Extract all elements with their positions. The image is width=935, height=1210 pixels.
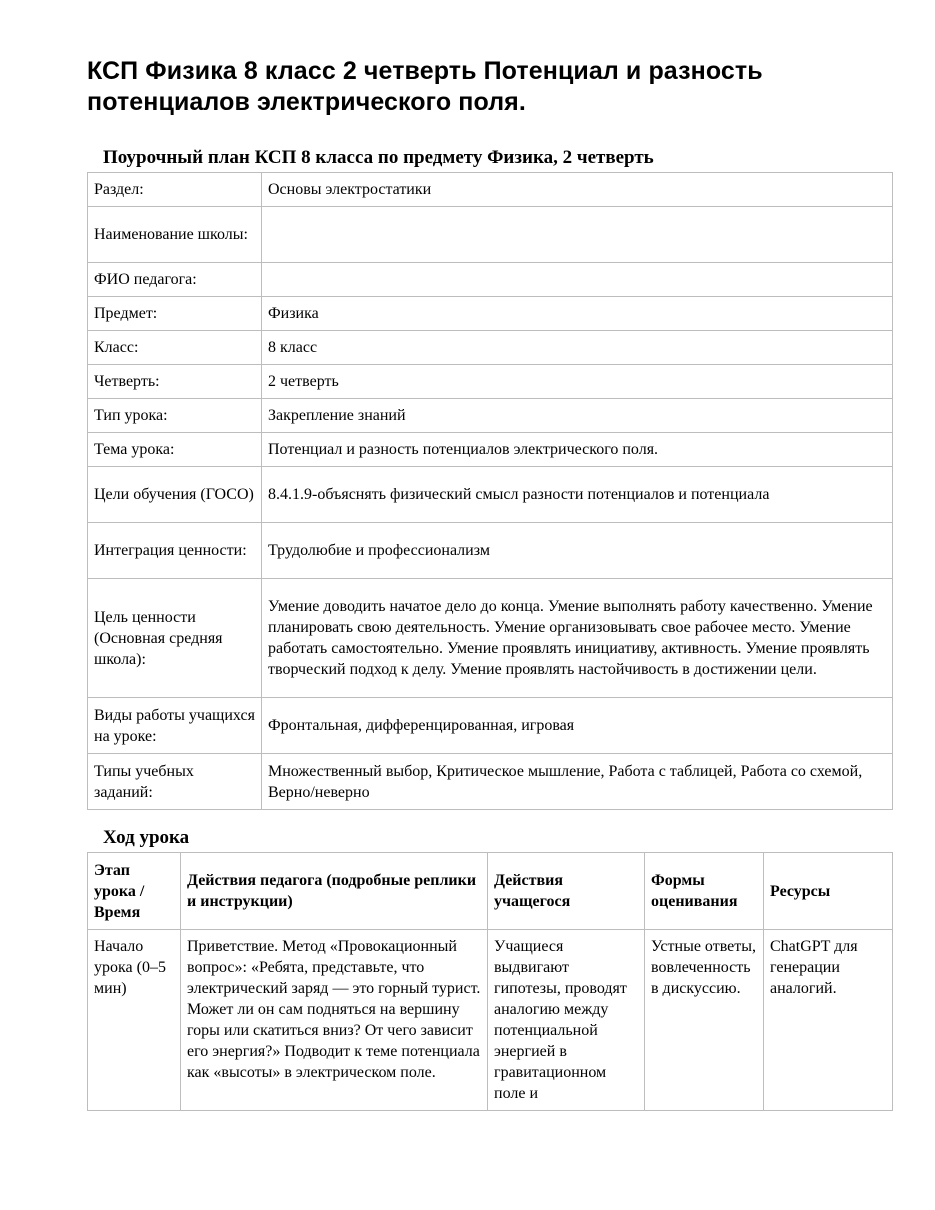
info-value: 2 четверть [262,365,893,399]
info-value: 8 класс [262,331,893,365]
info-label: Раздел: [88,173,262,207]
info-row-value-goal [88,579,893,698]
info-label: Цели обучения (ГОСО) [88,467,262,523]
header-resources: Ресурсы [764,853,893,930]
flow-heading: Ход урока [103,827,190,848]
cell-stage: Начало урока (0–5 мин) [88,930,181,1111]
info-label: Интеграция ценности: [88,523,262,579]
info-value: Фронтальная, дифференцированная, игровая [262,698,893,754]
info-label: Типы учебных заданий: [88,754,262,810]
info-row-topic [88,433,893,467]
info-value: Основы электростатики [262,173,893,207]
info-row-work-types [88,698,893,754]
info-value [262,263,893,297]
info-label: Цель ценности (Основная средняя школа): [88,579,262,698]
info-value: 8.4.1.9-объяснять физический смысл разности потенциалов и потенциала [262,467,893,523]
lesson-flow-table [87,852,893,1111]
info-value: Закрепление знаний [262,399,893,433]
info-label: Тема урока: [88,433,262,467]
info-label: Четверть: [88,365,262,399]
header-teacher-actions: Действия педагога (подробные реплики и инструкции) [181,853,488,930]
flow-header-row [88,853,893,930]
header-stage: Этап урока / Время [88,853,181,930]
info-label: Класс: [88,331,262,365]
page-title: КСП Физика 8 класс 2 четверть Потенциал и разность потенциалов электрического поля. [87,57,763,116]
header-assessment: Формы оценивания [645,853,764,930]
plan-heading: Поурочный план КСП 8 класса по предмету Физика, 2 четверть [103,147,654,168]
info-row-school [88,207,893,263]
header-student-actions: Действия учащегося [488,853,645,930]
flow-row [88,930,893,1111]
info-row-lesson-type [88,399,893,433]
info-row-task-types [88,754,893,810]
info-row-teacher [88,263,893,297]
info-row-values [88,523,893,579]
info-value: Физика [262,297,893,331]
info-row-section [88,173,893,207]
info-row-quarter [88,365,893,399]
info-value: Умение доводить начатое дело до конца. Умение выполнять работу качественно. Умение планировать свою деятельность. Умение организовывать свое рабочее место. Умение работать самостоятельно. Умение проявлять инициативу, активность. Умение проявлять творческий подход к делу. Умение проявлять настойчивость в достижении цели. [262,579,893,698]
info-label: ФИО педагога: [88,263,262,297]
cell-student-actions: Учащиеся выдвигают гипотезы, проводят аналогию между потенциальной энергией в гравитационном поле и [488,930,645,1111]
document-page [87,56,893,1111]
info-value [262,207,893,263]
info-value: Потенциал и разность потенциалов электрического поля. [262,433,893,467]
info-label: Предмет: [88,297,262,331]
info-value: Трудолюбие и профессионализм [262,523,893,579]
info-value: Множественный выбор, Критическое мышление, Работа с таблицей, Работа со схемой, Верно/неверно [262,754,893,810]
info-label: Тип урока: [88,399,262,433]
info-row-goals [88,467,893,523]
info-row-subject [88,297,893,331]
cell-assessment: Устные ответы, вовлеченность в дискуссию. [645,930,764,1111]
lesson-info-table [87,172,893,810]
info-row-grade [88,331,893,365]
cell-resources: ChatGPT для генерации аналогий. [764,930,893,1111]
cell-teacher-actions: Приветствие. Метод «Провокационный вопрос»: «Ребята, представьте, что электрический заряд — это горный турист. Может ли он сам подняться на вершину горы или скатиться вниз? От чего зависит его энергия?» Подводит к теме потенциала как «высоты» в электрическом поле. [181,930,488,1111]
info-label: Наименование школы: [88,207,262,263]
info-label: Виды работы учащихся на уроке: [88,698,262,754]
